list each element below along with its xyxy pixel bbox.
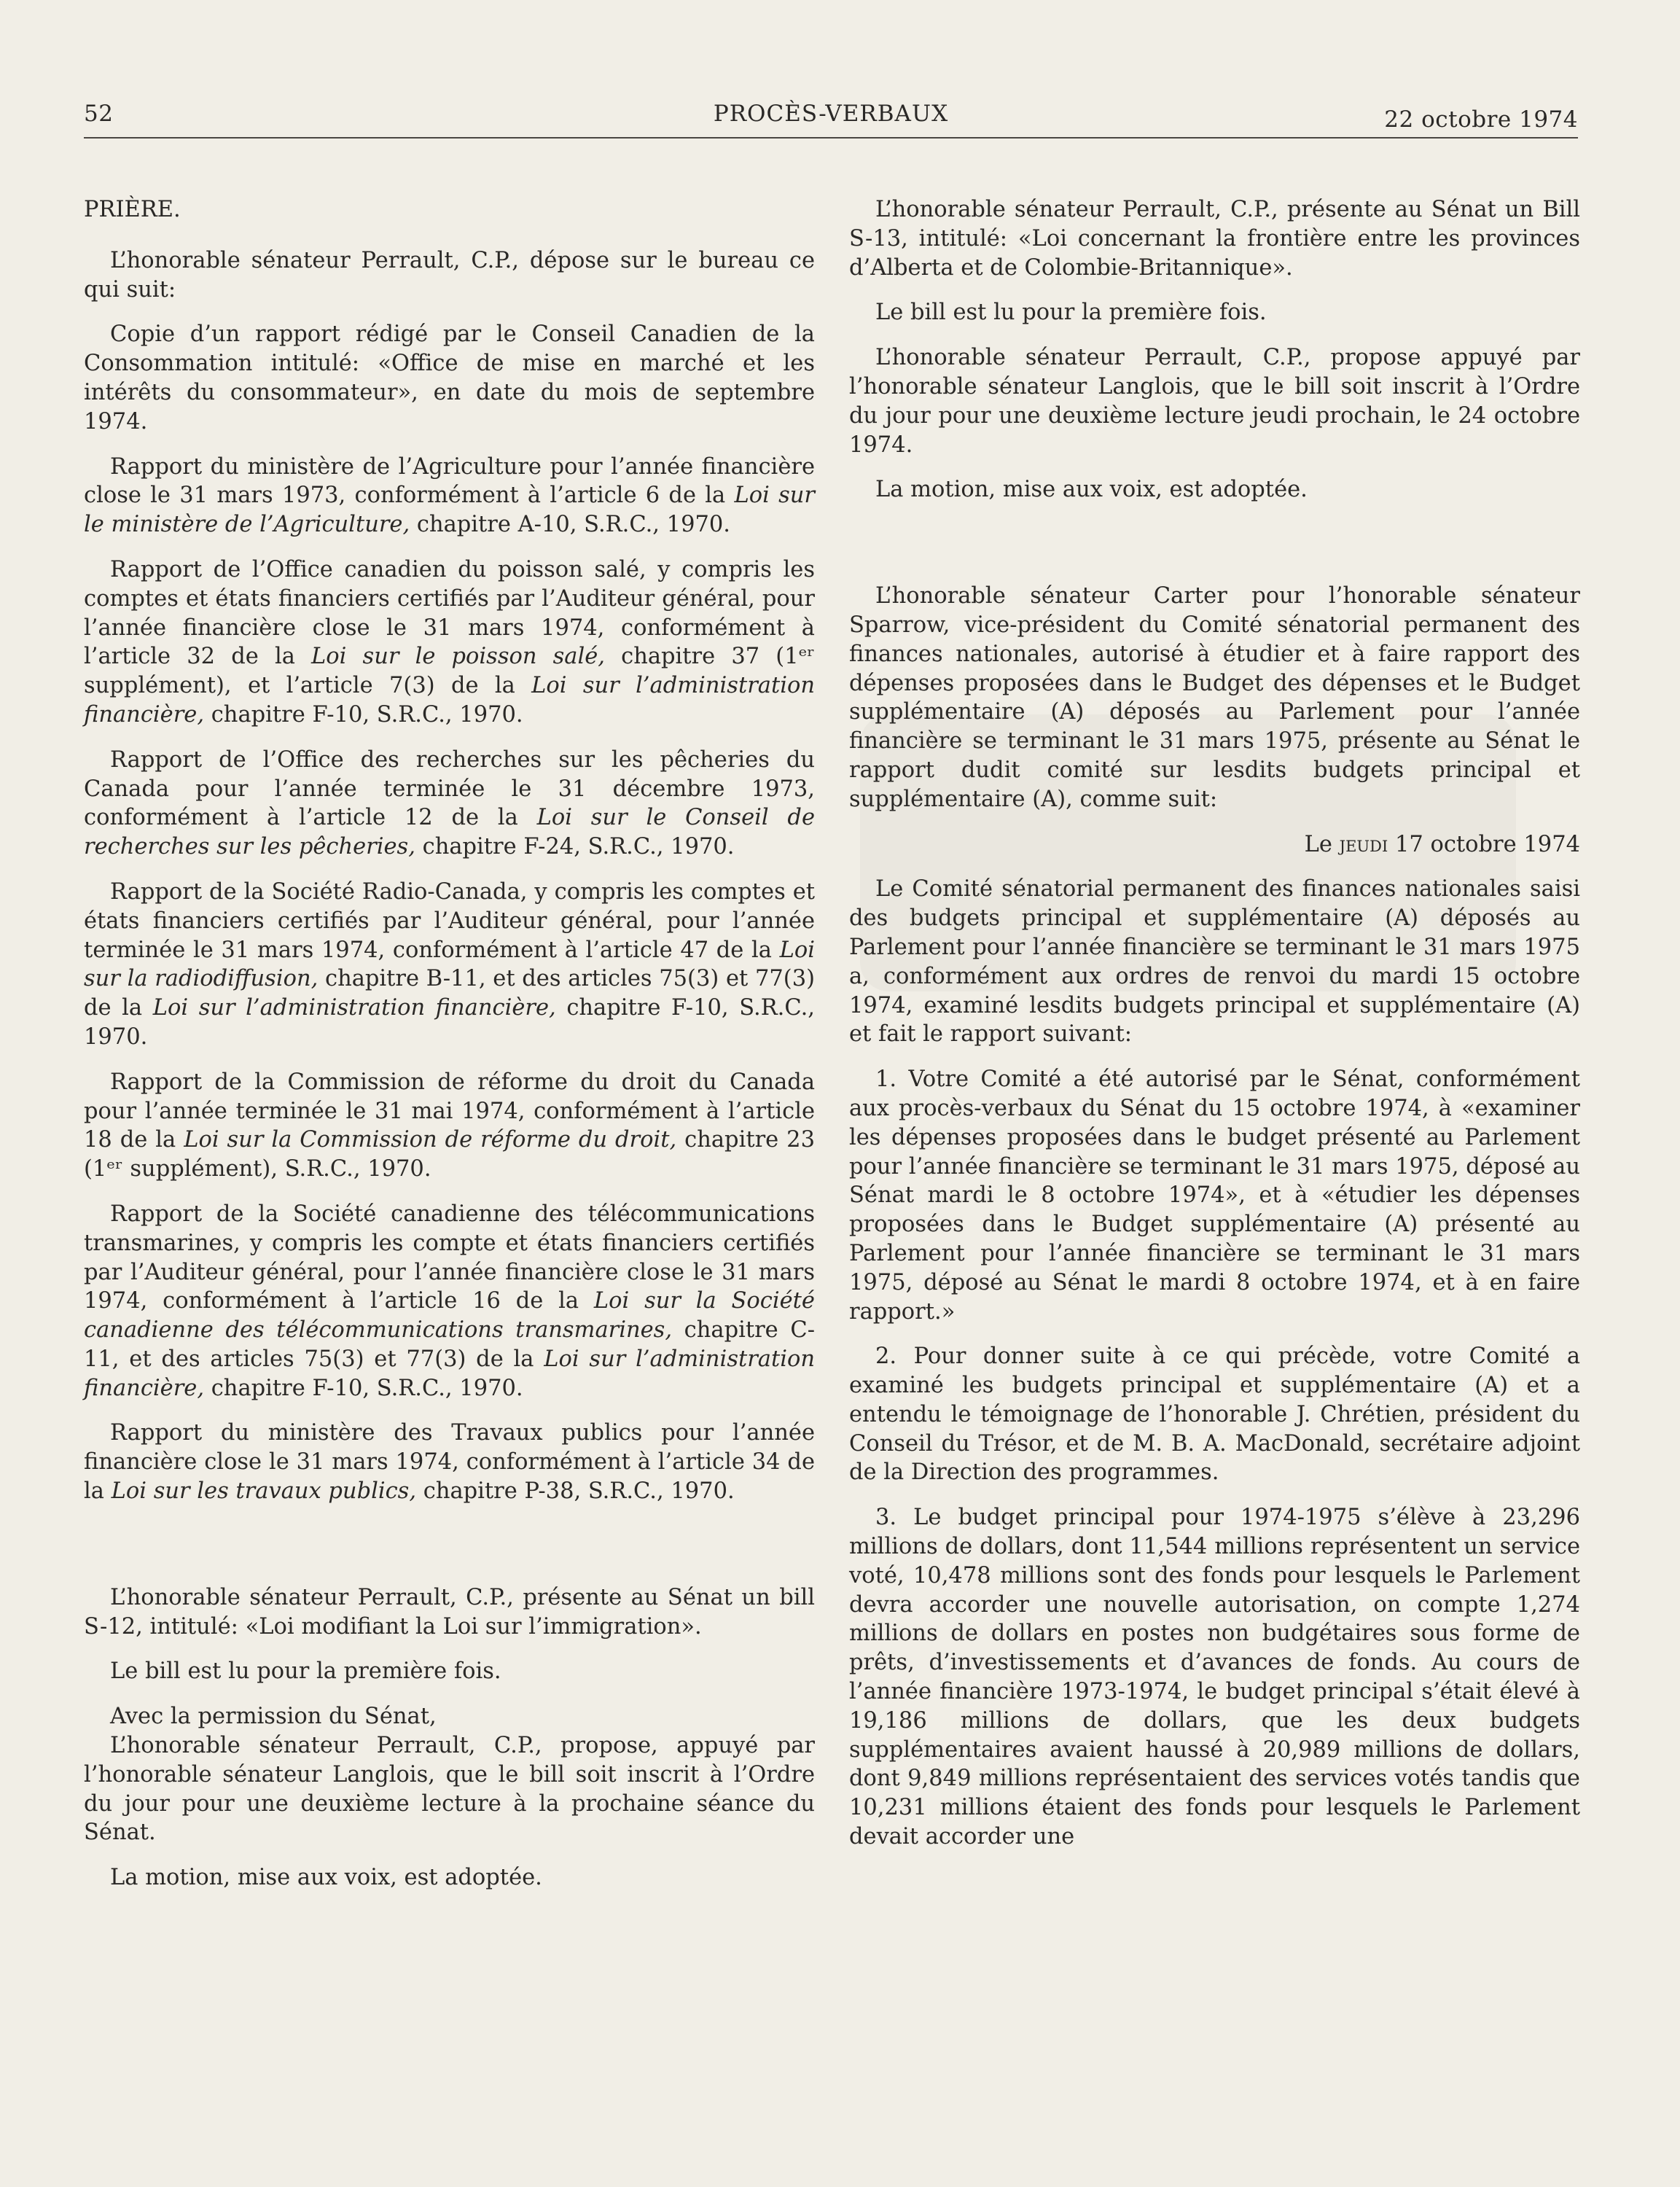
- header-date: 22 octobre 1974: [1384, 106, 1578, 133]
- page-number: 52: [84, 101, 114, 127]
- report-dateline: Le jeudi 17 octobre 1974: [1304, 831, 1580, 857]
- paragraph-first-reading-s12: Le bill est lu pour la première fois.: [110, 1658, 501, 1685]
- paragraph-consommation-report: Copie d’un rapport rédigé par le Conseil Canadien de la Consommation intitulé: «Office de mise en marché et les intérêts du consommateur», en date du mois de septembre 1974.: [84, 321, 815, 434]
- paragraph-motion-adopted-s12: La motion, mise aux voix, est adoptée.: [110, 1865, 542, 1891]
- paragraph-committee-seized: Le Comité sénatorial permanent des finances nationales saisi des budgets principal et supplémentaire (A) déposés au Parlement pour l’année financière se terminant le 31 mars 1975 a, conformément aux ordres de renvoi du mardi 15 octobre 1974, examiné lesdits budgets principal et supplémentaire (A) et fait le rapport suivant:: [849, 876, 1580, 1048]
- paragraph-depose: L’honorable sénateur Perrault, C.P., dépose sur le bureau ce qui suit:: [84, 247, 815, 303]
- paragraph-motion-adopted-s13: La motion, mise aux voix, est adoptée.: [875, 477, 1308, 503]
- running-title: PROCÈS-VERBAUX: [713, 101, 949, 127]
- paragraph-reforme-droit-report: Rapport de la Commission de réforme du droit du Canada pour l’année terminée le 31 mai 1974, conformément à l’article 18 de la Loi sur la Commission de réforme du droit, chapitre 23 (1ᵉʳ supplément), S.R.C., 1970.: [84, 1069, 815, 1182]
- paragraph-motion-s13: L’honorable sénateur Perrault, C.P., propose appuyé par l’honorable sénateur Langlois, que le bill soit inscrit à l’Ordre du jour pour une deuxième lecture jeudi prochain, le 24 octobre 1974.: [849, 345, 1580, 458]
- paragraph-poisson-sale-report: Rapport de l’Office canadien du poisson salé, y compris les comptes et états financiers certifiés par l’Auditeur général, pour l’année financière close le 31 mars 1974, conformément à l’article 32 de la Loi sur le poisson salé, chapitre 37 (1ᵉʳ supplément), et l’article 7(3) de la Loi sur l’administration financière, chapitre F-10, S.R.C., 1970.: [84, 556, 815, 728]
- paragraph-pecheries-report: Rapport de l’Office des recherches sur les pêcheries du Canada pour l’année terminée le 31 décembre 1973, conformément à l’article 12 de la Loi sur le Conseil de recherches sur les pêcheries, chapitre F-24, S.R.C., 1970.: [84, 746, 815, 860]
- header-rule: [84, 137, 1578, 139]
- right-column: [849, 195, 1580, 1868]
- paragraph-bill-s12: L’honorable sénateur Perrault, C.P., présente au Sénat un bill S-12, intitulé: «Loi modifiant la Loi sur l’immigration».: [84, 1584, 815, 1640]
- paragraph-report-item-2: 2. Pour donner suite à ce qui précède, votre Comité a examiné les budgets principal et supplémentaire (A) et a entendu le témoignage de l’honorable J. Chrétien, président du Conseil du Trésor, et de M. B. A. MacDonald, secrétaire adjoint de la Direction des programmes.: [849, 1344, 1580, 1486]
- left-column: [84, 195, 815, 1909]
- priere-heading: PRIÈRE.: [84, 197, 181, 222]
- paragraph-report-item-1: 1. Votre Comité a été autorisé par le Sénat, conformément aux procès-verbaux du Sénat du 15 octobre 1974, à «examiner les dépenses proposées dans le budget présenté au Parlement pour l’année financière se terminant le 31 mars 1975, déposé au Sénat mardi le 8 octobre 1974», et à «étudier les dépenses proposées dans le Budget supplémentaire (A) présenté au Parlement pour l’année financière se terminant le 31 mars 1975, déposé au Sénat le mardi 8 octobre 1974, et à en faire rapport.»: [849, 1067, 1580, 1325]
- page-header: [84, 95, 1578, 139]
- section-gap: [849, 521, 1580, 582]
- paragraph-first-reading-s13: Le bill est lu pour la première fois.: [875, 300, 1267, 326]
- paragraph-radio-canada-report: Rapport de la Société Radio-Canada, y compris les comptes et états financiers certifiés par l’Auditeur général, pour l’année terminée le 31 mars 1974, conformément à l’article 47 de la Loi sur la radiodiffusion, chapitre B-11, et des articles 75(3) et 77(3) de la Loi sur l’administration financière, chapitre F-10, S.R.C., 1970.: [84, 878, 815, 1050]
- paragraph-committee-report-intro: L’honorable sénateur Carter pour l’honorable sénateur Sparrow, vice-président du Comité sénatorial permanent des finances nationales, autorisé à étudier et à faire rapport des dépenses proposées dans le Budget des dépenses et le Budget supplémentaire (A) déposés au Parlement pour l’année financière se terminant le 31 mars 1975, présente au Sénat le rapport dudit comité sur lesdits budgets principal et supplémentaire (A), comme suit:: [849, 583, 1580, 812]
- paragraph-agriculture-report: Rapport du ministère de l’Agriculture pour l’année financière close le 31 mars 1973, conformément à l’article 6 de la Loi sur le ministère de l’Agriculture, chapitre A-10, S.R.C., 1970.: [84, 453, 815, 538]
- paragraph-permission: Avec la permission du Sénat,: [110, 1704, 437, 1730]
- section-gap: [84, 1522, 815, 1583]
- paragraph-telecommunications-report: Rapport de la Société canadienne des télécommunications transmarines, y compris les compte et états financiers certifiés par l’Auditeur général, pour l’année financière close le 31 mars 1974, conformément à l’article 16 de la Loi sur la Société canadienne des télécommunications transmarines, chapitre C-11, et des articles 75(3) et 77(3) de la Loi sur l’administration financière, chapitre F-10, S.R.C., 1970.: [84, 1201, 816, 1401]
- paragraph-report-item-3: 3. Le budget principal pour 1974-1975 s’élève à 23,296 millions de dollars, dont 11,544 millions représentent un service voté, 10,478 millions sont des fonds pour lesquels le Parlement devra accorder une nouvelle autorisation, on compte 1,274 millions de dollars en postes non budgétaires sous forme de prêts, d’investissements et d’avances de fonds. Au cours de l’année financière 1973-1974, le budget principal s’était élevé à 19,186 millions de dollars, que les deux budgets supplémentaires avaient haussé à 20,989 millions de dollars, dont 9,849 millions représentaient des services votés tandis que 10,231 millions étaient des fonds pour lesquels le Parlement devait accorder une: [849, 1505, 1580, 1850]
- paragraph-motion-s12: L’honorable sénateur Perrault, C.P., propose, appuyé par l’honorable sénateur Langlois, que le bill soit inscrit à l’Ordre du jour pour une deuxième lecture à la prochaine séance du Sénat.: [84, 1733, 815, 1846]
- paragraph-travaux-publics-report: Rapport du ministère des Travaux publics pour l’année financière close le 31 mars 1974, conformément à l’article 34 de la Loi sur les travaux publics, chapitre P-38, S.R.C., 1970.: [84, 1420, 815, 1505]
- paragraph-bill-s13: L’honorable sénateur Perrault, C.P., présente au Sénat un Bill S-13, intitulé: «Loi concernant la frontière entre les provinces d’Alberta et de Colombie-Britannique».: [849, 197, 1580, 281]
